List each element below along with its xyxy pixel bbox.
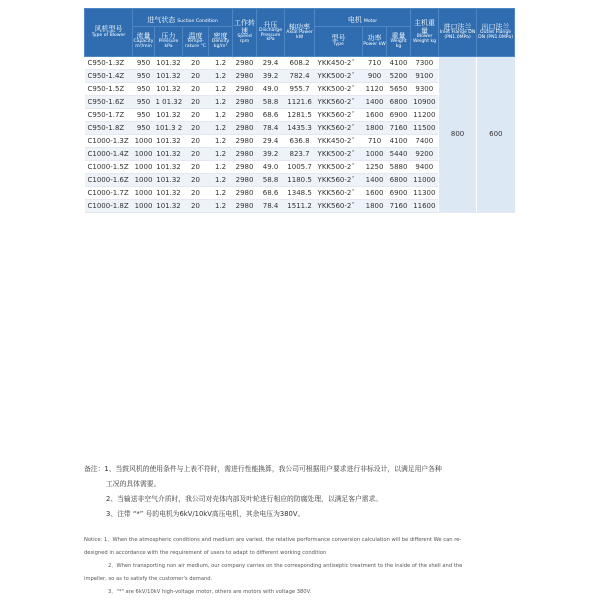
cell-capacity: 1000 — [133, 134, 155, 147]
cell-motor-type: YKK450-2ˆ — [315, 56, 363, 69]
cell-blower-weight: 11000 — [411, 173, 439, 186]
cell-motor-weight: 4100 — [387, 134, 411, 147]
cell-density: 1.2 — [209, 69, 233, 82]
cell-pressure: 101.32 — [155, 160, 183, 173]
cell-speed: 2980 — [233, 56, 257, 69]
header-density: 密度 Density kg/m³ — [209, 26, 233, 56]
cell-temperature: 20 — [183, 69, 209, 82]
cell-axial-power: 1511.2 — [285, 199, 315, 212]
cell-motor-power: 1600 — [363, 186, 387, 199]
cell-motor-type: YKK500-2ˆ — [315, 147, 363, 160]
cell-motor-weight: 5880 — [387, 160, 411, 173]
cell-motor-weight: 5440 — [387, 147, 411, 160]
cell-speed: 2980 — [233, 82, 257, 95]
cell-discharge: 78.4 — [257, 121, 285, 134]
cell-speed: 2980 — [233, 134, 257, 147]
cell-pressure: 101.32 — [155, 199, 183, 212]
header-speed: 工作转速 Speed rpm — [233, 9, 257, 57]
cell-blower-weight: 10900 — [411, 95, 439, 108]
cell-pressure: 101.32 — [155, 108, 183, 121]
cell-speed: 2980 — [233, 173, 257, 186]
cell-speed: 2980 — [233, 108, 257, 121]
cell-motor-power: 710 — [363, 56, 387, 69]
cell-capacity: 950 — [133, 121, 155, 134]
cell-model: C950-1.3Z — [85, 56, 133, 69]
header-suction-condition: 进气状态 Suction Condition — [133, 9, 233, 27]
cell-blower-weight: 11600 — [411, 199, 439, 212]
note-en-2b: impeller, so as to satisfy the customer's demand. — [84, 576, 213, 582]
table-body — [85, 56, 515, 212]
cell-temperature: 20 — [183, 56, 209, 69]
cell-axial-power: 636.8 — [285, 134, 315, 147]
cell-temperature: 20 — [183, 173, 209, 186]
note-zh-1a: 备注：1、当鼓风机的使用条件与上表不符时，需进行性能换算，我公司可根据用户要求进行非标设计，以满足用户各种 — [84, 465, 442, 473]
cell-density: 1.2 — [209, 199, 233, 212]
cell-motor-type: YKK500-2ˆ — [315, 160, 363, 173]
notes-english — [84, 534, 524, 599]
cell-motor-weight: 7160 — [387, 199, 411, 212]
cell-temperature: 20 — [183, 95, 209, 108]
cell-blower-weight: 7400 — [411, 134, 439, 147]
cell-motor-weight: 6900 — [387, 108, 411, 121]
cell-motor-type: YKK560-2ˆ — [315, 108, 363, 121]
cell-temperature: 20 — [183, 160, 209, 173]
cell-model: C950-1.7Z — [85, 108, 133, 121]
cell-motor-power: 900 — [363, 69, 387, 82]
cell-temperature: 20 — [183, 147, 209, 160]
cell-blower-weight: 7300 — [411, 56, 439, 69]
cell-axial-power: 823.7 — [285, 147, 315, 160]
notes-chinese — [84, 462, 524, 522]
cell-motor-weight: 6800 — [387, 173, 411, 186]
cell-motor-power: 1800 — [363, 199, 387, 212]
cell-blower-weight: 9100 — [411, 69, 439, 82]
cell-density: 1.2 — [209, 95, 233, 108]
cell-motor-weight: 6900 — [387, 186, 411, 199]
cell-motor-power: 1400 — [363, 173, 387, 186]
header-model: 风机型号 Type of Blower — [85, 9, 133, 57]
cell-capacity: 950 — [133, 69, 155, 82]
cell-motor-type: YKK560-2ˆ — [315, 199, 363, 212]
cell-axial-power: 1281.5 — [285, 108, 315, 121]
cell-pressure: 101.32 — [155, 147, 183, 160]
cell-motor-type: YKK560-2ˆ — [315, 173, 363, 186]
cell-capacity: 1000 — [133, 147, 155, 160]
cell-axial-power: 1435.3 — [285, 121, 315, 134]
cell-density: 1.2 — [209, 160, 233, 173]
inlet-flange-value: 800 — [439, 56, 477, 212]
cell-density: 1.2 — [209, 186, 233, 199]
cell-discharge: 68.6 — [257, 186, 285, 199]
cell-discharge: 58.8 — [257, 95, 285, 108]
cell-density: 1.2 — [209, 56, 233, 69]
cell-blower-weight: 9400 — [411, 160, 439, 173]
header-motor-power: 功率 Power kW — [363, 26, 387, 56]
cell-motor-type: YKK560-2ˆ — [315, 95, 363, 108]
cell-motor-type: YKK500-2ˆ — [315, 69, 363, 82]
cell-motor-weight: 6800 — [387, 95, 411, 108]
cell-model: C1000-1.8Z — [85, 199, 133, 212]
outlet-flange-value: 600 — [477, 56, 515, 212]
cell-capacity: 950 — [133, 108, 155, 121]
cell-pressure: 101.32 — [155, 173, 183, 186]
cell-pressure: 101.3 2 — [155, 121, 183, 134]
header-inlet-flange: 进口法兰 Inlet Flange DN (PN1.0MPa) — [439, 9, 477, 57]
header-motor: 电机 Motor — [315, 9, 411, 27]
cell-density: 1.2 — [209, 134, 233, 147]
cell-motor-power: 1000 — [363, 147, 387, 160]
cell-model: C1000-1.5Z — [85, 160, 133, 173]
cell-discharge: 39.2 — [257, 69, 285, 82]
header-capacity: 流量 Capacity m³/min — [133, 26, 155, 56]
cell-speed: 2980 — [233, 147, 257, 160]
cell-capacity: 1000 — [133, 186, 155, 199]
cell-axial-power: 955.7 — [285, 82, 315, 95]
cell-discharge: 49.0 — [257, 160, 285, 173]
header-axial-power: 轴功率 Axial Power kW — [285, 9, 315, 57]
cell-blower-weight: 9200 — [411, 147, 439, 160]
cell-speed: 2980 — [233, 160, 257, 173]
note-zh-1b: 工况的具体需要。 — [106, 480, 161, 488]
cell-axial-power: 1180.5 — [285, 173, 315, 186]
cell-temperature: 20 — [183, 121, 209, 134]
cell-model: C1000-1.7Z — [85, 186, 133, 199]
cell-capacity: 1000 — [133, 199, 155, 212]
cell-motor-power: 1400 — [363, 95, 387, 108]
cell-motor-power: 1120 — [363, 82, 387, 95]
cell-capacity: 950 — [133, 56, 155, 69]
cell-motor-type: YKK500-2ˆ — [315, 82, 363, 95]
cell-speed: 2980 — [233, 121, 257, 134]
cell-motor-power: 1600 — [363, 108, 387, 121]
cell-motor-type: YKK560-2ˆ — [315, 186, 363, 199]
cell-model: C1000-1.4Z — [85, 147, 133, 160]
cell-discharge: 29.4 — [257, 56, 285, 69]
blower-spec-table — [84, 8, 515, 213]
cell-temperature: 20 — [183, 199, 209, 212]
header-motor-weight: 重量 Weight kg — [387, 26, 411, 56]
cell-motor-power: 1250 — [363, 160, 387, 173]
cell-pressure: 101.32 — [155, 56, 183, 69]
cell-capacity: 1000 — [133, 160, 155, 173]
cell-temperature: 20 — [183, 82, 209, 95]
cell-density: 1.2 — [209, 121, 233, 134]
cell-pressure: 1 01.32 — [155, 95, 183, 108]
cell-density: 1.2 — [209, 108, 233, 121]
cell-density: 1.2 — [209, 82, 233, 95]
cell-temperature: 20 — [183, 186, 209, 199]
cell-axial-power: 1121.6 — [285, 95, 315, 108]
cell-discharge: 78.4 — [257, 199, 285, 212]
header-pressure: 压力 Pressure kPa — [155, 26, 183, 56]
cell-model: C1000-1.6Z — [85, 173, 133, 186]
cell-model: C950-1.5Z — [85, 82, 133, 95]
cell-speed: 2980 — [233, 199, 257, 212]
cell-motor-weight: 7160 — [387, 121, 411, 134]
note-zh-3: 3、注带 “*” 号的电机为6kV/10kV高压电机，其余电压为380V。 — [106, 510, 305, 518]
cell-discharge: 39.2 — [257, 147, 285, 160]
specification-table-wrapper — [84, 8, 514, 213]
cell-speed: 2980 — [233, 95, 257, 108]
cell-blower-weight: 9300 — [411, 82, 439, 95]
cell-motor-power: 1800 — [363, 121, 387, 134]
cell-density: 1.2 — [209, 173, 233, 186]
cell-motor-power: 710 — [363, 134, 387, 147]
header-discharge-pressure: 升压 Discharge Pressure kPa — [257, 9, 285, 57]
table-row — [85, 56, 515, 69]
cell-motor-weight: 5200 — [387, 69, 411, 82]
cell-pressure: 101.32 — [155, 186, 183, 199]
cell-density: 1.2 — [209, 147, 233, 160]
cell-temperature: 20 — [183, 134, 209, 147]
cell-temperature: 20 — [183, 108, 209, 121]
cell-motor-type: YKK450-2ˆ — [315, 134, 363, 147]
note-zh-2: 2、当输送非空气介质时，我公司对壳体内部及叶轮进行相应的防腐处理，以满足客户需求。 — [106, 495, 383, 503]
cell-pressure: 101.32 — [155, 82, 183, 95]
note-en-3: 3、"*" are 6kV/10kV high-voltage motor, others are motors with voltage 380V. — [108, 589, 312, 595]
header-temperature: 温度 Tempe-rature °C — [183, 26, 209, 56]
cell-blower-weight: 11300 — [411, 186, 439, 199]
cell-capacity: 1000 — [133, 173, 155, 186]
cell-axial-power: 608.2 — [285, 56, 315, 69]
header-outlet-flange: 出口法兰 Outlet Flange DN (PN1.0MPa) — [477, 9, 515, 57]
cell-model: C950-1.6Z — [85, 95, 133, 108]
cell-discharge: 58.8 — [257, 173, 285, 186]
note-en-1a: Notice: 1、When the atmospheric conditions and medium are varied, the relative performance conversion calculation will be different We can re- — [84, 537, 462, 543]
cell-discharge: 49.0 — [257, 82, 285, 95]
cell-capacity: 950 — [133, 82, 155, 95]
cell-motor-weight: 5650 — [387, 82, 411, 95]
cell-speed: 2980 — [233, 186, 257, 199]
cell-capacity: 950 — [133, 95, 155, 108]
cell-discharge: 68.6 — [257, 108, 285, 121]
cell-discharge: 29.4 — [257, 134, 285, 147]
cell-model: C950-1.8Z — [85, 121, 133, 134]
cell-speed: 2980 — [233, 69, 257, 82]
cell-motor-type: YKK560-2ˆ — [315, 121, 363, 134]
cell-axial-power: 782.4 — [285, 69, 315, 82]
cell-blower-weight: 11500 — [411, 121, 439, 134]
note-en-2a: 2、When transporting non air medium, our company carries on the corresponding antiseptic treatment to the inside of the shell and the — [108, 563, 463, 569]
cell-blower-weight: 11200 — [411, 108, 439, 121]
cell-pressure: 101.32 — [155, 69, 183, 82]
cell-model: C1000-1.3Z — [85, 134, 133, 147]
header-motor-type: 型号 Type — [315, 26, 363, 56]
cell-pressure: 101.32 — [155, 134, 183, 147]
cell-axial-power: 1348.5 — [285, 186, 315, 199]
header-blower-weight: 主机重量 Blower Weight kg — [411, 9, 439, 57]
cell-motor-weight: 4100 — [387, 56, 411, 69]
cell-axial-power: 1005.7 — [285, 160, 315, 173]
note-en-1b: designed in accordance with the requirement of users to adapt to different working condition — [84, 550, 327, 556]
cell-model: C950-1.4Z — [85, 69, 133, 82]
